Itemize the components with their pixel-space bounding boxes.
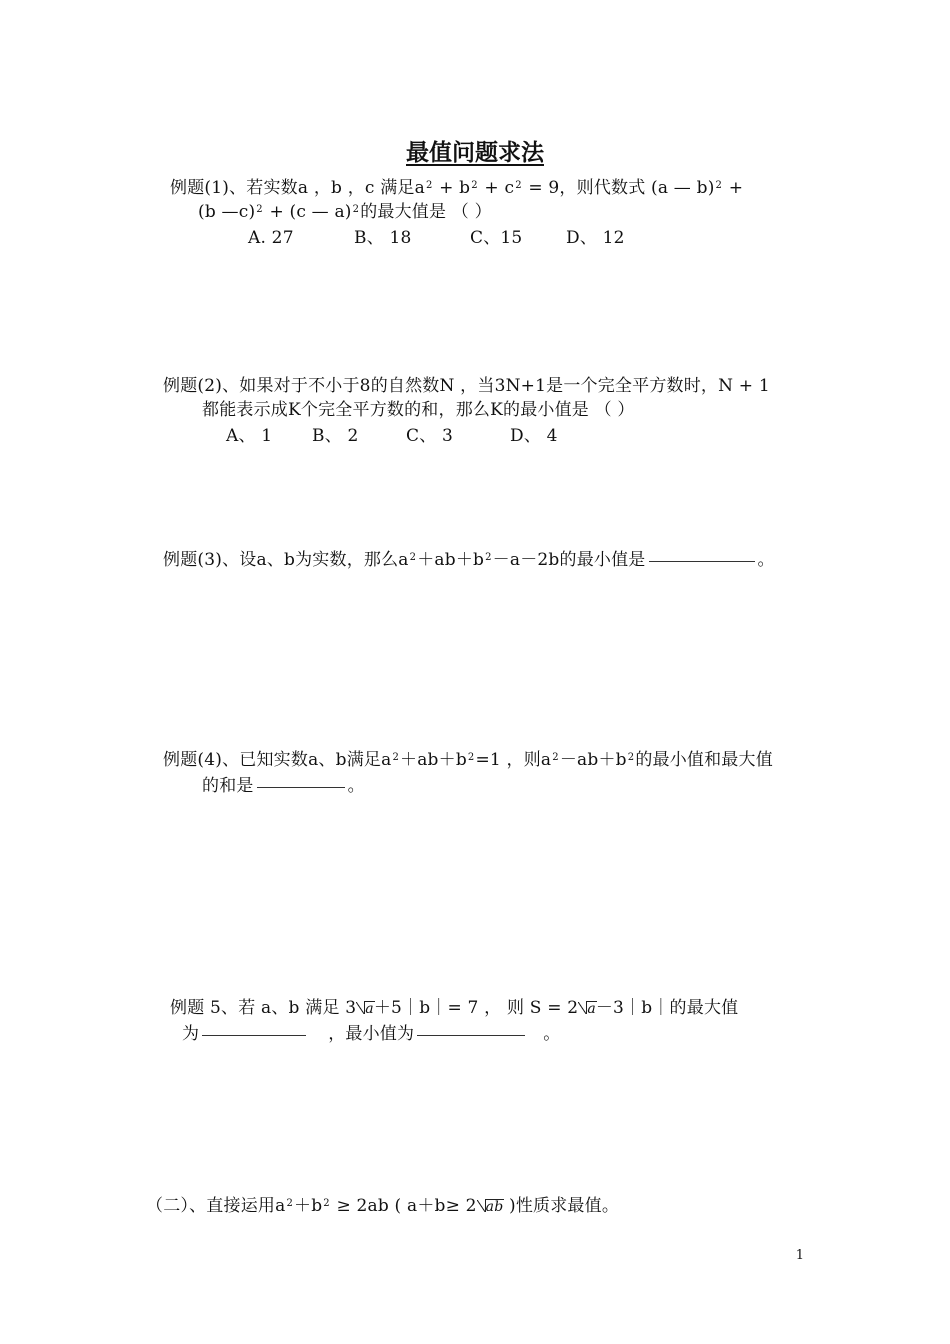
question-5-line-1 [170,996,738,1021]
q4-text: 的和是 [202,776,254,796]
q3-text: ＋ab＋b [417,550,485,570]
question-2-options [226,424,558,448]
q4-text: 。 [347,776,365,796]
superscript: 2 [352,204,360,215]
superscript: 2 [409,552,417,563]
superscript: 2 [256,204,263,215]
superscript: 2 [425,180,433,191]
q4-text: 的最小值和最大值 [635,750,773,770]
q1-text: + b [433,178,471,198]
question-1-options [248,226,625,250]
option-b: B、 18 [354,228,412,248]
q4-text: －ab＋b [559,750,627,770]
answer-blank[interactable] [257,787,345,788]
min-answer-blank[interactable] [417,1035,525,1036]
option-c: C、15 [470,228,523,248]
question-4-line-1 [163,748,773,772]
superscript: 2 [471,180,478,191]
q4-text: 例题(4)、已知实数a、b满足a [163,750,392,770]
q3-text: 例题(3)、设a、b为实数，那么a [163,550,409,570]
superscript: 2 [627,752,635,763]
q5-text: －3｜b｜的最大值 [595,998,739,1018]
page-number: 1 [795,1248,804,1263]
q1-text: + [723,178,744,198]
section-text: （二）、直接运用a [146,1196,286,1216]
option-a: A、 1 [226,426,273,446]
q1-text: + (c — a) [263,202,352,222]
superscript: 2 [715,180,723,191]
q3-text: －a－2b的最小值是 [492,550,646,570]
q1-text: 的最大值是 （ ） [360,202,492,222]
q3-text: 。 [757,550,775,570]
question-1-line-2 [198,200,492,224]
section-2-heading [146,1194,619,1219]
sqrt-a: a [578,997,596,1021]
superscript: 2 [323,1198,330,1209]
q4-text: ＋ab＋b [400,750,467,770]
question-4-line-2 [202,774,365,798]
sqrt-a: a [356,997,374,1021]
option-a: A. 27 [248,228,294,248]
question-2-line-1: 例题(2)、如果对于不小于8的自然数N ，当3N+1是一个完全平方数时，N + 1 [163,376,770,396]
answer-blank[interactable] [649,561,755,562]
superscript: 2 [552,752,559,763]
q5-text: ，最小值为 [328,1024,415,1044]
question-1-line-1 [170,176,743,200]
sqrt-ab: ab [477,1195,504,1219]
question-2-line-2: 都能表示成K个完全平方数的和，那么K的最小值是 （ ） [202,400,635,420]
q1-text: = 9，则代数式 (a — b) [522,178,715,198]
question-5-line-2 [182,1022,560,1046]
superscript: 2 [515,180,522,191]
option-c: C、 3 [406,426,454,446]
q1-text: 例题(1)、若实数a ，b ，c 满足a [170,178,425,198]
q1-text: (b —c) [198,202,256,222]
q5-text: ＋5｜b｜= 7 ， 则 S = 2 [373,998,579,1018]
superscript: 2 [286,1198,293,1209]
option-d: D、 12 [566,228,625,248]
section-text: )性质求最值。 [503,1196,620,1216]
section-text: ≥ 2ab ( a＋b≥ 2 [330,1196,477,1216]
q4-text: =1 ，则a [475,750,552,770]
superscript: 2 [392,752,399,763]
q1-text: + c [478,178,515,198]
question-3 [163,548,775,572]
max-answer-blank[interactable] [202,1035,306,1036]
option-d: D、 4 [510,426,558,446]
section-text: ＋b [294,1196,323,1216]
q5-text: 。 [543,1024,561,1044]
page-title: 最值问题求法 [406,140,544,166]
q5-text: 为 [182,1024,200,1044]
superscript: 2 [467,752,475,763]
superscript: 2 [485,552,492,563]
q5-text: 例题 5、若 a、b 满足 3 [170,998,357,1018]
option-b: B、 2 [312,426,359,446]
